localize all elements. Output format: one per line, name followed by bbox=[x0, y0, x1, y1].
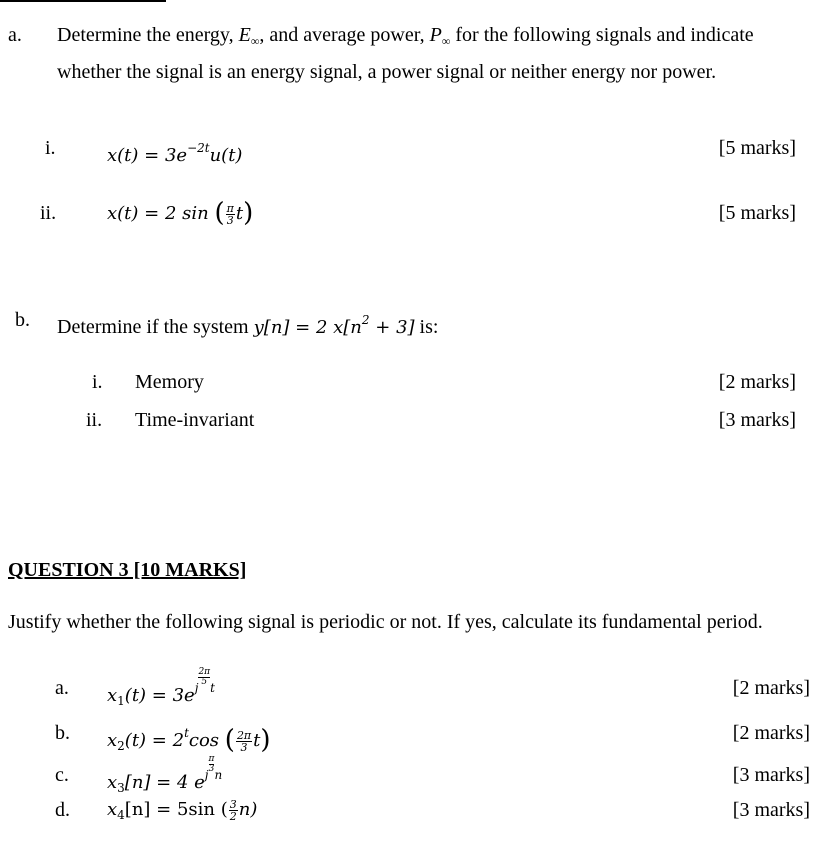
previous-heading-underline bbox=[0, 0, 166, 2]
marks: [3 marks] bbox=[718, 409, 796, 431]
marks: [5 marks] bbox=[718, 137, 796, 159]
item-label: ii. bbox=[86, 409, 103, 431]
part-a-line1: Determine the energy, $E_\infty$, and average power, $P_\infty$ for the following signals and indicate bbox=[57, 24, 754, 48]
item-label: i. bbox=[92, 371, 103, 393]
marks: [2 marks] bbox=[732, 722, 810, 744]
item-text: Time-invariant bbox=[135, 409, 255, 431]
item-label: a. bbox=[55, 677, 69, 699]
signal-expression: $x_1(t) = 3e^j$ $\frac{2\pi}{5}$ $^t$ bbox=[107, 667, 215, 708]
part-a-label: a. bbox=[8, 24, 22, 46]
part-a-line2: whether the signal is an energy signal, a power signal or neither energy nor power. bbox=[57, 61, 717, 83]
item-label: d. bbox=[55, 799, 70, 821]
signal-expression: x(t) = 2 sin ( $\frac{\pi}{3}$ t) bbox=[107, 198, 254, 228]
item-label: i. bbox=[45, 137, 56, 159]
signal-expression: $x_2(t) = 2^t\cos$ ( $\frac{2\pi}{3}$ t) bbox=[107, 725, 271, 755]
marks: [2 marks] bbox=[732, 677, 810, 699]
part-b-text: Determine if the system y[n] = 2 $x[n^2 + 3]$ is: bbox=[57, 313, 439, 338]
marks: [3 marks] bbox=[732, 764, 810, 786]
signal-expression: $x_4[n] = 5\sin$ ( $\frac{3}{2}$ n) bbox=[107, 797, 258, 823]
item-label: b. bbox=[55, 722, 70, 744]
signal-expression: $x(t) = 3e^{-2t}u(t)$ bbox=[107, 141, 243, 166]
question-3-title: QUESTION 3 [10 MARKS] bbox=[8, 559, 247, 581]
signal-expression: $x_3[n] = 4$ $e^j$ $\frac{\pi}{3}$ $^n$ bbox=[107, 754, 223, 795]
item-label: ii. bbox=[40, 202, 57, 224]
marks: [5 marks] bbox=[718, 202, 796, 224]
marks: [2 marks] bbox=[718, 371, 796, 393]
item-label: c. bbox=[55, 764, 69, 786]
marks: [3 marks] bbox=[732, 799, 810, 821]
part-b-label: b. bbox=[15, 309, 30, 331]
item-text: Memory bbox=[135, 371, 204, 393]
question-3-instruction: Justify whether the following signal is periodic or not. If yes, calculate its fundamental period. bbox=[8, 611, 763, 633]
